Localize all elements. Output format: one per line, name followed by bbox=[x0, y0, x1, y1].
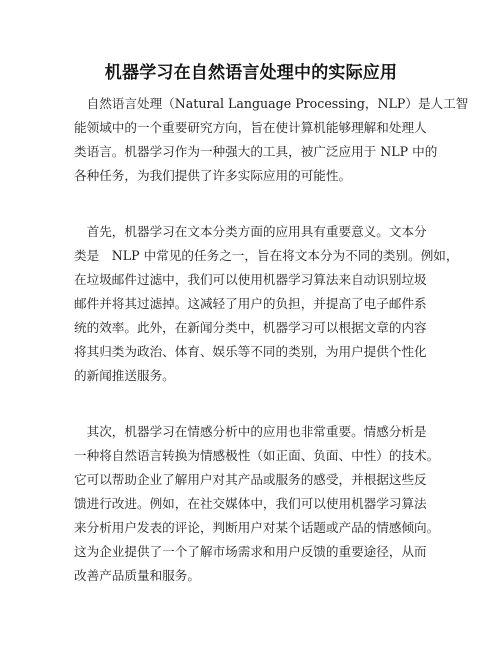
paragraph-line: 统的效率。此外，在新闻分类中，机器学习可以根据文章的内容 bbox=[74, 320, 427, 335]
paragraph-line: 馈进行改进。例如，在社交媒体中，我们可以使用机器学习算法 bbox=[74, 496, 427, 511]
paragraph-line: 能领域中的一个重要研究方向，旨在使计算机能够理解和处理人 bbox=[74, 120, 427, 135]
paragraph-line: 类是 NLP 中常见的任务之一，旨在将文本分为不同的类别。例如， bbox=[74, 248, 459, 263]
paragraph-line: 一种将自然语言转换为情感极性（如正面、负面、中性）的技术。 bbox=[74, 448, 440, 463]
paragraph-line: 自然语言处理（Natural Language Processing，NLP）是人工智 bbox=[74, 96, 469, 111]
paragraph-line: 这为企业提供了一个了解市场需求和用户反馈的重要途径，从而 bbox=[74, 544, 427, 559]
paragraph-line: 类语言。机器学习作为一种强大的工具，被广泛应用于 NLP 中的 bbox=[74, 144, 438, 159]
paragraph-line: 它可以帮助企业了解用户对其产品或服务的感受，并根据这些反 bbox=[74, 472, 427, 487]
paragraph-line: 邮件并将其过滤掉。这减轻了用户的负担，并提高了电子邮件系 bbox=[74, 296, 427, 311]
paragraph-line: 其次，机器学习在情感分析中的应用也非常重要。情感分析是 bbox=[74, 424, 427, 439]
paragraph-line: 改善产品质量和服务。 bbox=[74, 568, 200, 583]
paragraph-line: 的新闻推送服务。 bbox=[74, 368, 175, 383]
document-title: 机器学习在自然语言处理中的实际应用 bbox=[104, 63, 398, 83]
paragraph-line: 来分析用户发表的评论，判断用户对某个话题或产品的情感倾向。 bbox=[74, 520, 440, 535]
paragraph-line: 在垃圾邮件过滤中，我们可以使用机器学习算法来自动识别垃圾 bbox=[74, 272, 427, 287]
paragraph-line: 各种任务，为我们提供了许多实际应用的可能性。 bbox=[74, 168, 352, 183]
paragraph-line: 首先，机器学习在文本分类方面的应用具有重要意义。文本分 bbox=[74, 224, 427, 239]
paragraph-line: 将其归类为政治、体育、娱乐等不同的类别，为用户提供个性化 bbox=[74, 344, 427, 359]
